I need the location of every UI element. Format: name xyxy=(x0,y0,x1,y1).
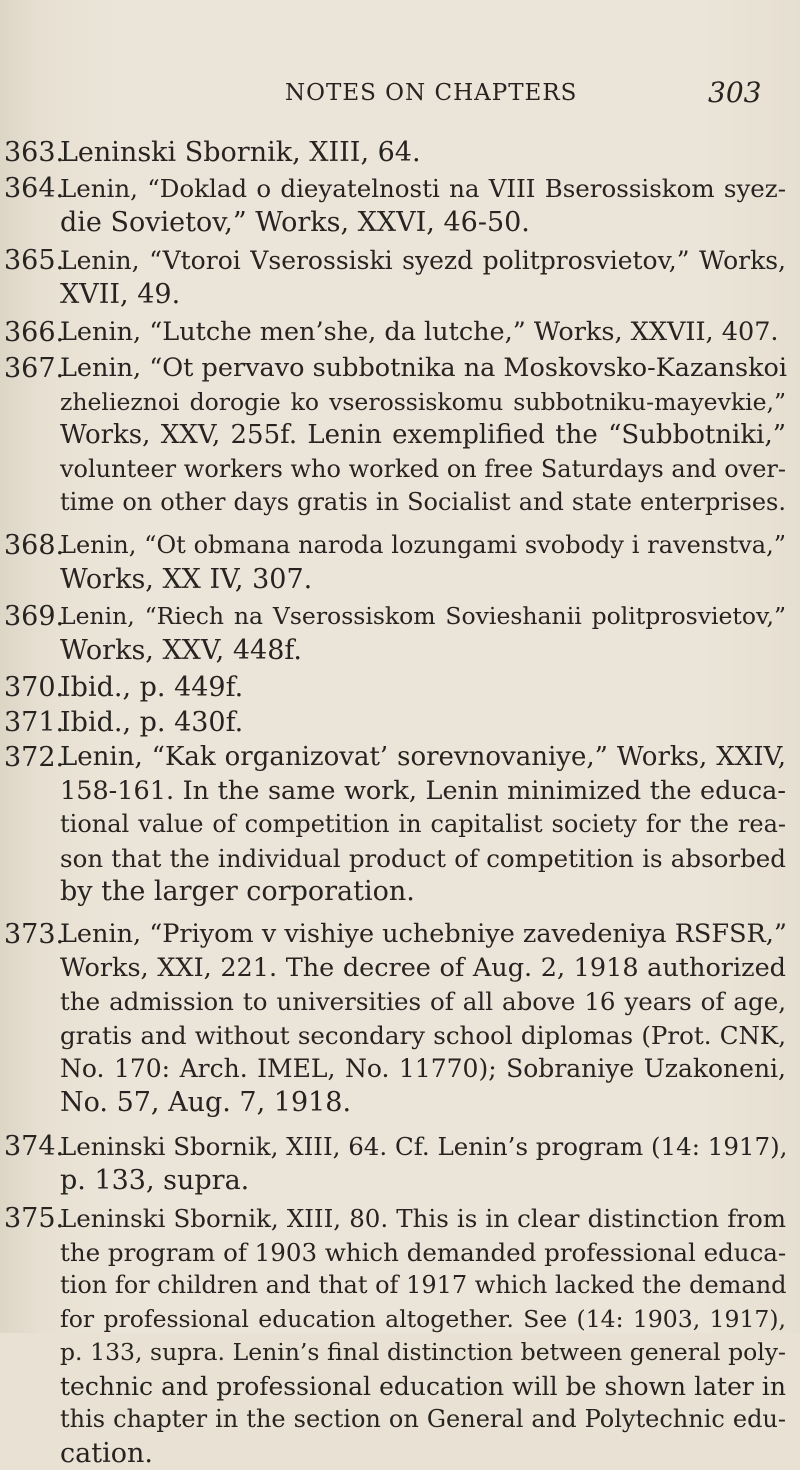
page-number: 303 xyxy=(708,76,761,109)
note-number: 367. xyxy=(4,352,64,386)
note-line: Lenin, “Riech na Vserossiskom Sovieshanii politprosvietov,” xyxy=(60,600,786,634)
note-number: 364. xyxy=(4,172,64,206)
note-text xyxy=(60,172,786,239)
note-line: Lenin, “Kak organizovat’ sorevnovaniye,” Works, XXIV, xyxy=(60,741,786,775)
note-line: by the larger corporation. xyxy=(60,875,786,909)
note-line: Ibid., p. 430f. xyxy=(60,706,786,740)
note-line: cation. xyxy=(60,1437,786,1470)
note-line: Lenin, “Priyom v vishiye uchebniye zavedeniya RSFSR,” xyxy=(60,918,786,952)
note-text xyxy=(60,706,786,740)
note-line: gratis and without secondary school diplomas (Prot. CNK, xyxy=(60,1019,786,1053)
note-number: 366. xyxy=(4,316,64,350)
note-line: the admission to universities of all above 16 years of age, xyxy=(60,985,786,1019)
note-line: tion for children and that of 1917 which lacked the demand xyxy=(60,1269,786,1303)
note-line: son that the individual product of competition is absorbed xyxy=(60,842,786,876)
note-number: 365. xyxy=(4,244,64,278)
note-line: Lenin, “Ot pervavo subbotnika na Moskovsko-Kazanskoi xyxy=(60,352,786,386)
note-text xyxy=(60,316,786,350)
note-line: Leninski Sbornik, XIII, 64. Cf. Lenin’s program (14: 1917), xyxy=(60,1130,786,1164)
note-line: Works, XXI, 221. The decree of Aug. 2, 1918 authorized xyxy=(60,952,786,986)
note-number: 371. xyxy=(4,706,64,740)
note-text xyxy=(60,352,786,520)
note-line: No. 170: Arch. IMEL, No. 11770); Sobraniye Uzakoneni, xyxy=(60,1052,786,1086)
note-line: for professional education altogether. See (14: 1903, 1917), xyxy=(60,1303,786,1337)
note-text xyxy=(60,529,786,596)
note-line: Lenin, “Vtoroi Vserossiski syezd politprosvietov,” Works, xyxy=(60,244,786,278)
note-line: Works, XXV, 448f. xyxy=(60,634,786,668)
note-line: Works, XXV, 255f. Lenin exemplified the “Subbotniki,” xyxy=(60,419,786,453)
note-number: 372. xyxy=(4,741,64,775)
note-text xyxy=(60,741,786,909)
note-number: 363. xyxy=(4,136,64,170)
note-text xyxy=(60,244,786,311)
note-line: XVII, 49. xyxy=(60,278,786,312)
note-text xyxy=(60,1130,786,1197)
note-line: the program of 1903 which demanded professional educa- xyxy=(60,1236,786,1270)
note-line: No. 57, Aug. 7, 1918. xyxy=(60,1086,786,1120)
note-line: Lenin, “Lutche men’she, da lutche,” Works, XXVII, 407. xyxy=(60,316,786,350)
note-number: 374. xyxy=(4,1130,64,1164)
note-number: 369. xyxy=(4,600,64,634)
note-line: Leninski Sbornik, XIII, 80. This is in clear distinction from xyxy=(60,1202,786,1236)
note-text xyxy=(60,136,786,170)
note-number: 375. xyxy=(4,1202,64,1236)
note-line: Works, XX IV, 307. xyxy=(60,563,786,597)
note-line: this chapter in the section on General and Polytechnic edu- xyxy=(60,1403,786,1437)
note-number: 373. xyxy=(4,918,64,952)
note-line: zhelieznoi dorogie ko vserossiskomu subbotniku-mayevkie,” xyxy=(60,386,786,420)
note-line: time on other days gratis in Socialist and state enterprises. xyxy=(60,486,786,520)
note-line: Leninski Sbornik, XIII, 64. xyxy=(60,136,786,170)
running-head: NOTES ON CHAPTERS xyxy=(285,80,577,106)
note-line: volunteer workers who worked on free Saturdays and over- xyxy=(60,453,786,487)
note-line: tional value of competition in capitalist society for the rea- xyxy=(60,808,786,842)
note-number: 370. xyxy=(4,671,64,705)
note-line: p. 133, supra. xyxy=(60,1164,786,1198)
note-text xyxy=(60,1202,786,1470)
note-text xyxy=(60,600,786,667)
note-number: 368. xyxy=(4,529,64,563)
note-line: Lenin, “Doklad o dieyatelnosti na VIII Bserossiskom syez- xyxy=(60,172,786,206)
note-text xyxy=(60,671,786,705)
note-line: 158-161. In the same work, Lenin minimized the educa- xyxy=(60,775,786,809)
note-line: p. 133, supra. Lenin’s final distinction between general poly- xyxy=(60,1336,786,1370)
note-line: technic and professional education will be shown later in xyxy=(60,1370,786,1404)
note-text xyxy=(60,918,786,1119)
note-line: Lenin, “Ot obmana naroda lozungami svobody i ravenstva,” xyxy=(60,529,786,563)
note-line: Ibid., p. 449f. xyxy=(60,671,786,705)
note-line: die Sovietov,” Works, XXVI, 46-50. xyxy=(60,206,786,240)
